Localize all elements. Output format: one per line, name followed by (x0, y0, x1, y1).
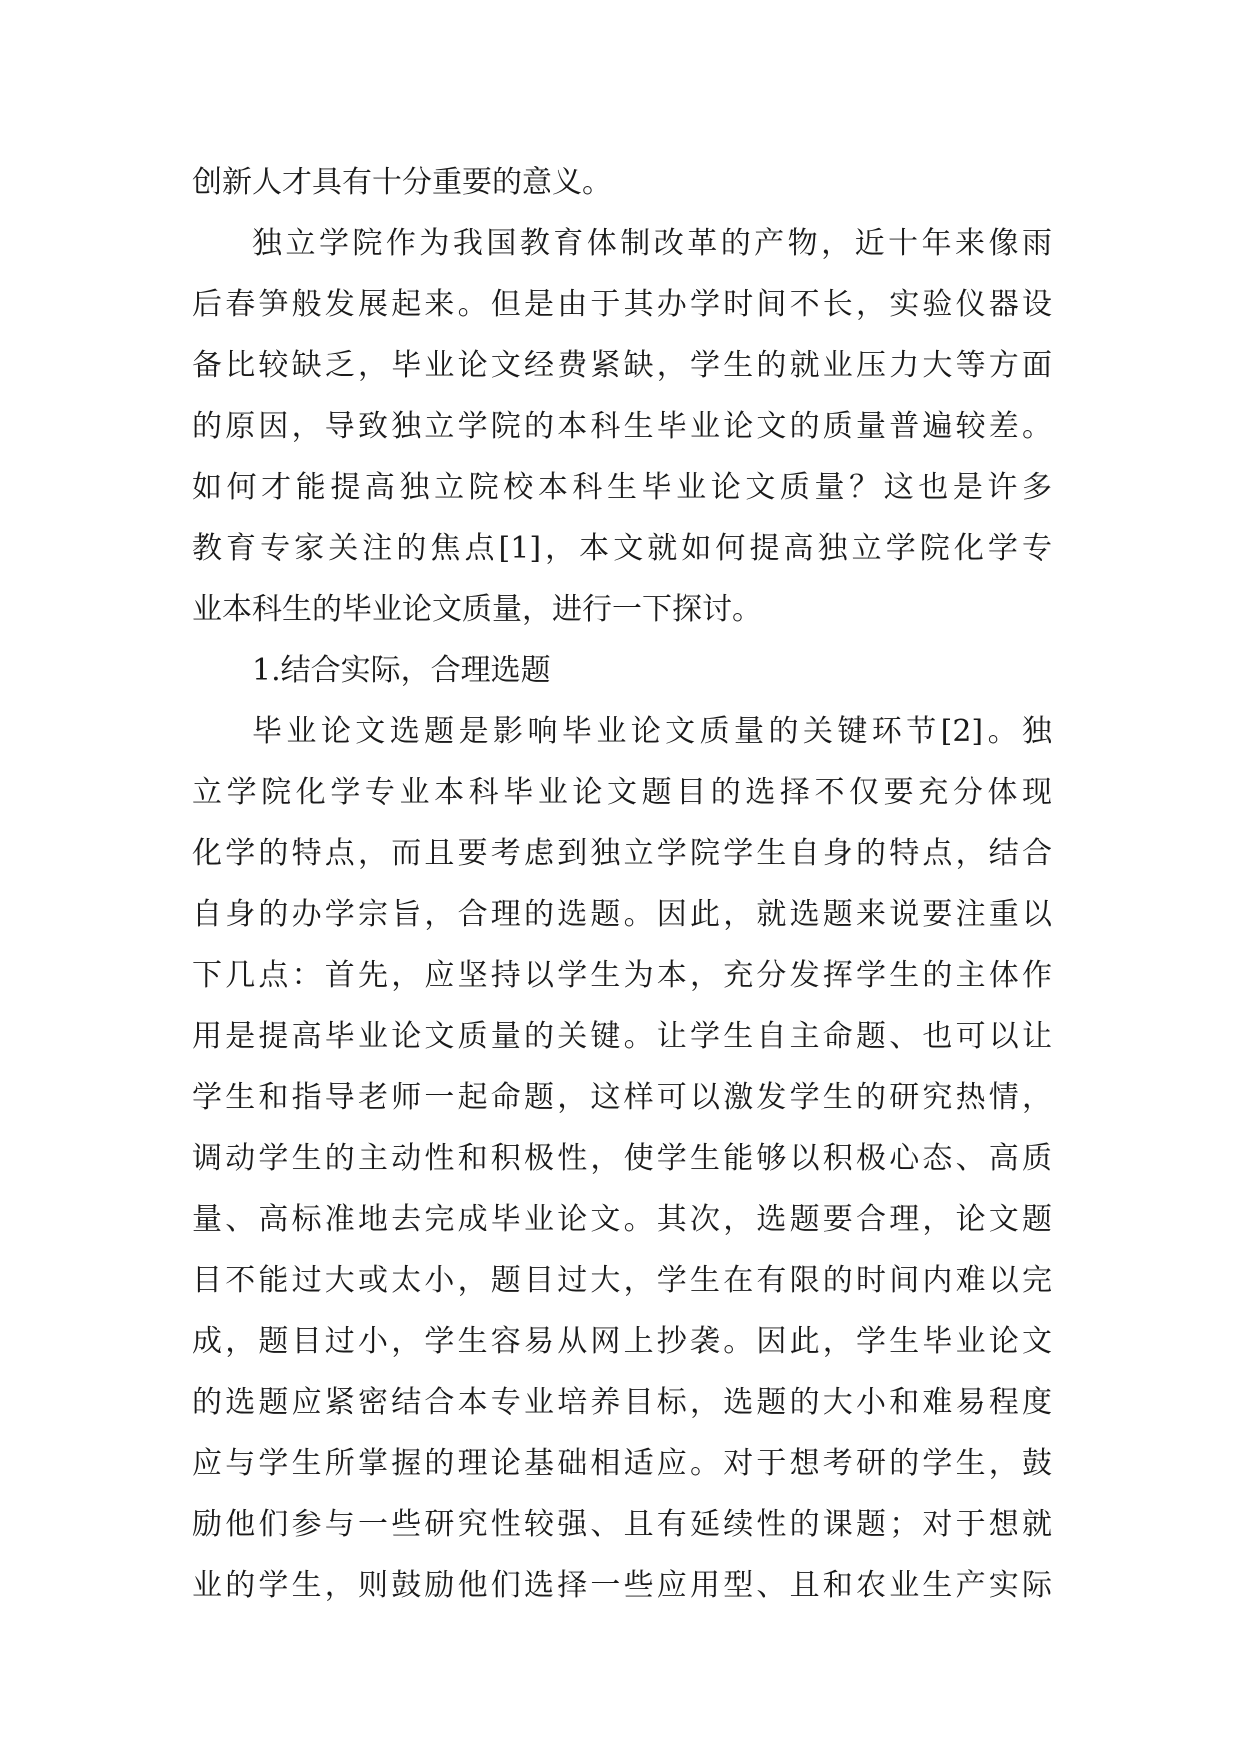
text-line: 学生和指导老师一起命题，这样可以激发学生的研究热情， (192, 1080, 1052, 1115)
text-line: 自身的办学宗旨，合理的选题。因此，就选题来说要注重以 (192, 897, 1052, 932)
text-line: 后春笋般发展起来。但是由于其办学时间不长，实验仪器设 (192, 287, 1052, 322)
text-line: 业的学生，则鼓励他们选择一些应用型、且和农业生产实际 (192, 1568, 1052, 1603)
text-line: 应与学生所掌握的理论基础相适应。对于想考研的学生，鼓 (192, 1446, 1052, 1481)
text-line: 独立学院作为我国教育体制改革的产物，近十年来像雨 (252, 226, 1052, 261)
text-line: 成，题目过小，学生容易从网上抄袭。因此，学生毕业论文 (192, 1324, 1052, 1359)
text-line: 如何才能提高独立院校本科生毕业论文质量？这也是许多 (192, 470, 1052, 505)
body-text (192, 152, 1052, 1616)
text-line: 励他们参与一些研究性较强、且有延续性的课题；对于想就 (192, 1507, 1052, 1542)
text-line: 业本科生的毕业论文质量，进行一下探讨。 (192, 592, 762, 627)
text-line: 1.结合实际，合理选题 (252, 653, 551, 688)
paragraph-topic-selection (192, 701, 1052, 1616)
text-line: 立学院化学专业本科毕业论文题目的选择不仅要充分体现 (192, 775, 1052, 810)
text-line: 创新人才具有十分重要的意义。 (192, 165, 612, 200)
text-line: 的选题应紧密结合本专业培养目标，选题的大小和难易程度 (192, 1385, 1052, 1420)
text-line: 教育专家关注的焦点[1]，本文就如何提高独立学院化学专 (192, 531, 1052, 566)
text-line: 的原因，导致独立学院的本科生毕业论文的质量普遍较差。 (192, 409, 1052, 444)
text-line: 目不能过大或太小，题目过大，学生在有限的时间内难以完 (192, 1263, 1052, 1298)
paragraph-section-1-heading (192, 640, 1052, 701)
text-line: 用是提高毕业论文质量的关键。让学生自主命题、也可以让 (192, 1019, 1052, 1054)
text-line: 量、高标准地去完成毕业论文。其次，选题要合理，论文题 (192, 1202, 1052, 1237)
text-line: 下几点：首先，应坚持以学生为本，充分发挥学生的主体作 (192, 958, 1052, 993)
paragraph-independent-college (192, 213, 1052, 640)
paragraph-intro-tail (192, 152, 1052, 213)
text-line: 调动学生的主动性和积极性，使学生能够以积极心态、高质 (192, 1141, 1052, 1176)
text-line: 化学的特点，而且要考虑到独立学院学生自身的特点，结合 (192, 836, 1052, 871)
text-line: 备比较缺乏，毕业论文经费紧缺，学生的就业压力大等方面 (192, 348, 1052, 383)
text-line: 毕业论文选题是影响毕业论文质量的关键环节[2]。独 (252, 714, 1052, 749)
